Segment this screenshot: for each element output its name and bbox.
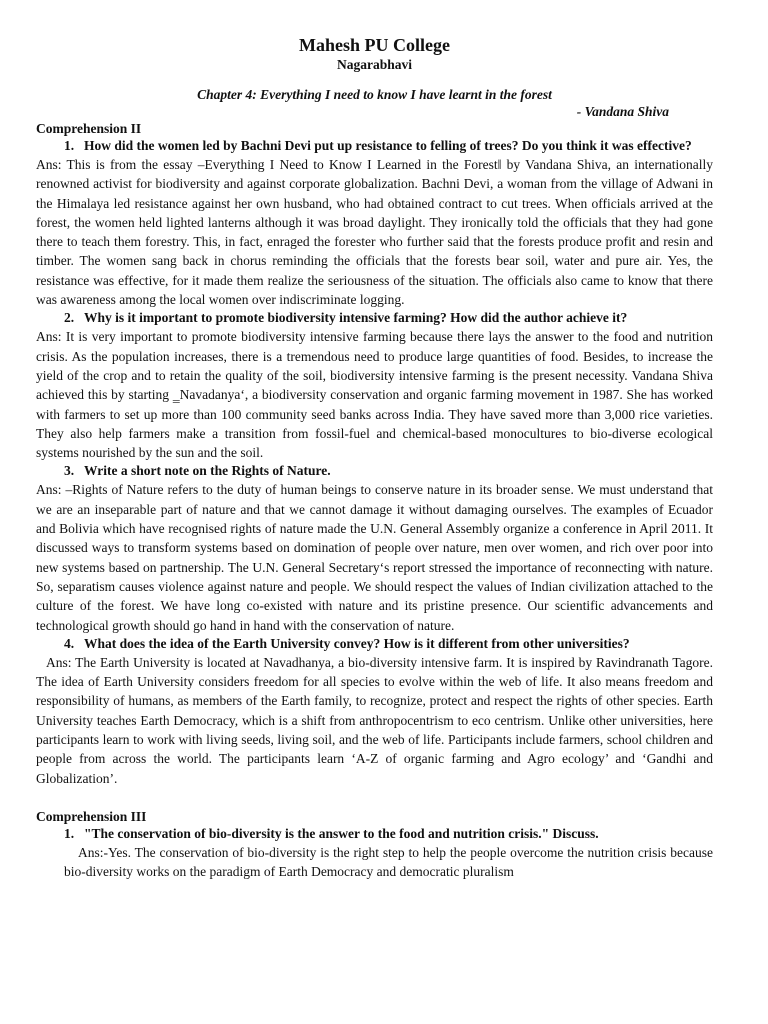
question-text: Write a short note on the Rights of Nature. [84, 463, 331, 479]
question-number: 3. [64, 463, 75, 479]
question-block [36, 137, 713, 309]
answer-text: Ans: The Earth University is located at Navadhanya, a bio-diversity intensive farm. It is inspired by Ravindranath Tagore. The idea of Earth University considers freedom for all species to evolve within the web of life. It also means freedom and responsibility of humans, as members of the Earth family, to recognize, protect and respect the rights of other species. Earth University teaches Earth Democracy, which is a shift from anthropocentrism to eco centrism. Unlike other universities, here participants learn to work with living seeds, living soil, and the web of life. Participants include farmers, school children and people from across the world. The participants learn ‘A-Z of organic farming and Agro ecology’ and ‘Gandhi and Globalization’. [36, 654, 713, 786]
question-number: 4. [64, 635, 75, 651]
answer-text: Ans: This is from the essay –Everything I Need to Know I Learned in the Forest‖ by Vandana Shiva, an internationally renowned activist for biodiversity and against corporate globalization. Bachni Devi, a woman from the village of Adwani in the Himalaya led resistance against her own husband, who had obtained contract to cut trees. When officials arrived at the forest, the women held lighted lanterns although it was broad daylight. They ironically told the officials that they had gone there to teach them forestry. This, in fact, enraged the forester who further said that the forests produce profit and resin and timber. The women sang back in chorus reminding the officials that the forests bear soil, water and pure air. Yes, the resistance was effective, for it made them realize the seriousness of the situation. The officials also came to know that there was awareness among the local women over indiscriminate logging. [36, 157, 713, 308]
question-block [36, 635, 713, 788]
section-comprehension-ii [36, 120, 713, 788]
question-text: Why is it important to promote biodiversity intensive farming? How did the author achieve it? [84, 310, 628, 326]
section-spacer [36, 788, 713, 808]
page-subtitle: Nagarabhavi [336, 57, 412, 72]
question-text: What does the idea of the Earth University convey? How is it different from other universities? [84, 635, 630, 651]
section-comprehension-iii [36, 808, 713, 882]
question-number: 2. [64, 310, 75, 326]
answer-text: Ans: –Rights of Nature refers to the duty of human beings to conserve nature in its broader sense. We must understand that we are an inseparable part of nature and that we cannot damage it without damaging ourselves. The examples of Ecuador and Bolivia which have recognised rights of nature made the U.N. General Assembly organize a conference in April 2011. It discussed ways to transform systems based on domination of people over nature, men over women, and rich over poor into new systems based on partnership. The U.N. General Secretary‘s report stressed the importance of reconnecting with nature. So, separatism causes violence against nature and people. We should respect the values of Indian civilization attached to the culture of the forest. We have long co-existed with nature and its pristine presence. Our scientific advancements and technological growth should go hand in hand with the conservation of nature. [36, 482, 713, 633]
question-block [36, 462, 713, 634]
question [36, 309, 713, 327]
question [36, 137, 713, 155]
chapter-title: Chapter 4: Everything I need to know I have learnt in the forest [197, 87, 552, 102]
page-title: Mahesh PU College [299, 35, 450, 55]
question-block [36, 825, 713, 882]
question-block [36, 309, 713, 462]
question [36, 635, 713, 653]
question [36, 462, 713, 480]
answer-text: Ans: It is very important to promote biodiversity intensive farming because there lays the answer to the food and nutrition crisis. As the population increases, there is a tremendous need to produce large quantities of food. Besides, to increase the yield of the crop and to retain the quality of the soil, biodiversity intensive farming is the present necessity. Vandana Shiva achieved this by starting ‗Navadanya‘, a biodiversity conservation and organic farming movement in 1987. She has worked with farmers to set up more than 100 community seed banks across India. They have saved more than 3,000 rice varieties. They also help farmers make a transition from fossil-fuel and chemical-based monocultures to bio-diverse ecological systems nourished by the sun and the soil. [36, 329, 713, 461]
question-number: 1. [64, 825, 75, 841]
question [36, 825, 713, 843]
chapter-author: - Vandana Shiva [576, 104, 669, 119]
question-number: 1. [64, 138, 75, 153]
question-text: How did the women led by Bachni Devi put up resistance to felling of trees? Do you think it was effective? [84, 138, 692, 153]
answer-text: Ans:-Yes. The conservation of bio-diversity is the right step to help the people overcome the nutrition crisis because bio-diversity works on the paradigm of Earth Democracy and democratic pluralism [64, 844, 713, 880]
question-text: "The conservation of bio-diversity is the answer to the food and nutrition crisis." Discuss. [84, 825, 599, 841]
section-heading: Comprehension III [36, 808, 147, 824]
section-heading: Comprehension II [36, 121, 142, 136]
